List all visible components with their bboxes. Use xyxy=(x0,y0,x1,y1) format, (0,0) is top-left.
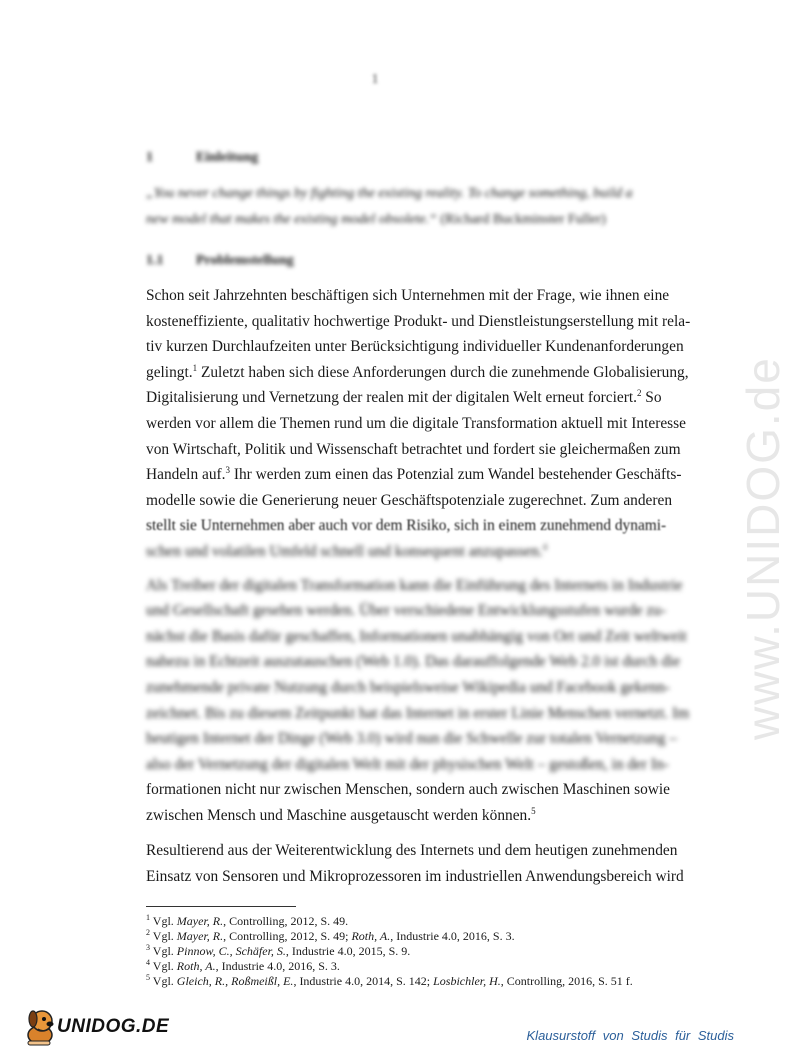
footnote: $^5$ Vgl. Gleich, R., Roßmeißl, E., Industrie 4.0, 2014, S. 142; Losbichler, H., Controlling, 2016, S. 51 f. xyxy=(146,973,633,988)
paragraph2-line: Als Treiber der digitalen Transformation kann die Einführung des Internets in Industrie xyxy=(146,576,683,594)
unidog-logo[interactable] xyxy=(24,1007,170,1047)
paragraph2-line: zeichnet. Bis zu diesem Zeitpunkt hat das Internet in erster Linie Menschen vernetzt. Im xyxy=(146,704,690,722)
body-text xyxy=(146,283,691,890)
paragraph1-line: tiv kurzen Durchlaufzeiten unter Berücksichtigung individueller Kundenanforderungen xyxy=(146,338,684,356)
page-number: 1 xyxy=(371,72,379,87)
footnote-ref: 2 xyxy=(636,388,642,399)
paragraph1-line: von Wirtschaft, Politik und Wissenschaft betrachtet und fordert sie gleichermaßen zum xyxy=(146,440,681,458)
section-title: Problemstellung xyxy=(196,253,294,268)
paragraph1-line: Schon seit Jahrzehnten beschäftigen sich Unternehmen mit der Frage, wie ihnen eine xyxy=(146,287,670,304)
paragraph1-line: Handeln auf.$^3$ Ihr werden zum einen das Potenzial zum Wandel bestehender Geschäfts- xyxy=(146,465,682,484)
paragraph2-line: also der Vernetzung der digitalen Welt mit der physischen Welt – gestoßen, in der In- xyxy=(146,755,669,773)
paragraph1-line: gelingt.$^1$ Zuletzt haben sich diese Anforderungen durch die zunehmende Globalisierung, xyxy=(146,362,689,381)
paragraph2-line: heutigen Internet der Dinge (Web 3.0) wird nun die Schwelle zur totalen Vernetzung – xyxy=(146,730,677,748)
footnotes xyxy=(146,914,666,989)
paragraph1-line: werden vor allem die Themen rund um die digitale Transformation aktuell mit Interesse xyxy=(146,414,686,432)
footnote: $^3$ Vgl. Pinnow, C., Schäfer, S., Industrie 4.0, 2015, S. 9. xyxy=(146,943,411,958)
watermark-text: www.UNIDOG.de xyxy=(737,356,789,740)
paragraph2-line: und Gesellschaft gesehen werden. Über verschiedene Entwicklungsstufen wurde zu- xyxy=(146,602,667,620)
paragraph2-line: nahezu in Echtzeit auszutauschen (Web 1.0). Das darauffolgende Web 2.0 ist durch die xyxy=(146,653,681,671)
chapter-title: Einleitung xyxy=(196,150,259,165)
footnote-separator xyxy=(146,906,296,907)
epigraph-quote xyxy=(146,181,633,233)
paragraph3-line: Einsatz von Sensoren und Mikroprozessoren im industriellen Anwendungsbereich wird xyxy=(146,868,684,886)
paragraph3-line: Resultierend aus der Weiterentwicklung des Internets und dem heutigen zunehmenden xyxy=(146,842,678,860)
quote-line-2: new model that makes the existing model obsolete.“ xyxy=(146,212,437,227)
footnote: $^4$ Vgl. Roth, A., Industrie 4.0, 2016, S. 3. xyxy=(146,958,340,973)
footnote-ref: 3 xyxy=(225,465,230,476)
footnote: $^2$ Vgl. Mayer, R., Controlling, 2012, S. 49; Roth, A., Industrie 4.0, 2016, S. 3. xyxy=(146,928,515,943)
dog-mascot-icon xyxy=(24,1007,60,1047)
paragraph2-line: nächst die Basis dafür geschaffen, Informationen unabhängig von Ort und Zeit weltweit xyxy=(146,627,687,645)
logo-text: UNIDOG.DE xyxy=(57,1016,170,1037)
quote-author: (Richard Buckminster Fuller) xyxy=(436,212,606,227)
paragraph1-line: Digitalisierung und Vernetzung der realen mit der digitalen Welt erneut forciert.$^2$ So xyxy=(146,388,662,407)
footnote-ref: 5 xyxy=(531,805,536,816)
footnote-ref: 1 xyxy=(192,362,198,373)
chapter-number: 1 xyxy=(146,150,153,165)
quote-line-1: „You never change things by fighting the existing reality. To change something, build a xyxy=(146,186,633,201)
paragraph1-line: kosteneffiziente, qualitativ hochwertige Produkt- und Dienstleistungserstellung mit rela- xyxy=(146,312,691,330)
section-heading xyxy=(146,253,294,269)
paragraph1-line: stellt sie Unternehmen aber auch vor dem Risiko, sich in einem zunehmend dynami- xyxy=(146,517,667,535)
section-number: 1.1 xyxy=(146,253,164,268)
paragraph1-line: schen und volatilen Umfeld schnell und konsequent anzupassen.$^4$ xyxy=(146,541,548,560)
footnote-ref: 4 xyxy=(542,541,548,552)
slogan: Klausurstoff von Studis für Studis xyxy=(526,1028,734,1043)
paragraph2-line: zwischen Mensch und Maschine ausgetauscht werden können.$^5$ xyxy=(146,805,536,824)
paragraph1-line: modelle sowie die Generierung neuer Geschäftspotenziale zugerechnet. Zum anderen xyxy=(146,491,673,509)
paragraph2-line: zunehmende private Nutzung durch beispielsweise Wikipedia und Facebook gekenn- xyxy=(146,678,670,696)
paragraph2-line: formationen nicht nur zwischen Menschen, sondern auch zwischen Maschinen sowie xyxy=(146,781,670,799)
footnote: $^1$ Vgl. Mayer, R., Controlling, 2012, S. 49. xyxy=(146,913,349,928)
watermark xyxy=(688,280,789,740)
chapter-heading xyxy=(146,150,258,166)
